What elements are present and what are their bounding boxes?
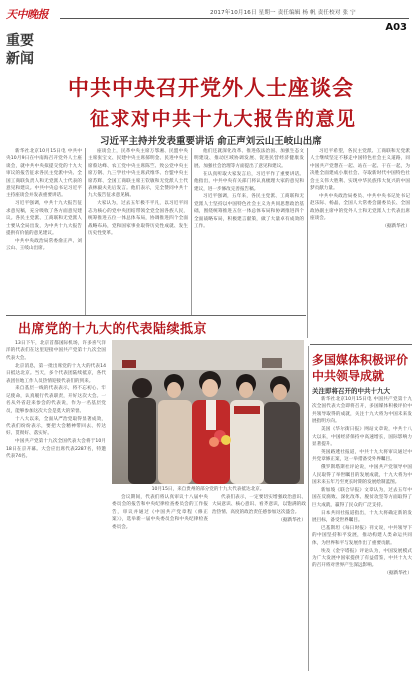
column-divider bbox=[307, 148, 308, 338]
lead-column-4 bbox=[310, 148, 410, 340]
story-2-paragraph: 13日下午，北京首都国际机场，许多喜气洋洋的代表们在这里迎接中国共产党第十九次全国代表大会。 bbox=[6, 341, 106, 361]
story-3-subtitle: 关注即将召开的中共十九大 bbox=[312, 387, 390, 395]
lead-column-3 bbox=[194, 148, 304, 318]
section-line-2: 新闻 bbox=[6, 51, 34, 67]
section-divider bbox=[310, 344, 412, 345]
story-2-column-1 bbox=[6, 340, 106, 670]
headline-subtitle: 习近平主持并发表重要讲话 俞正声刘云山王岐山出席 bbox=[100, 136, 322, 147]
masthead bbox=[6, 6, 58, 68]
story-3-title: 多国媒体积极评价中共领导成就 bbox=[312, 353, 409, 383]
story-2-paragraph: 会议期间，代表们将认真审议十八届中央委员会的报告和中央纪律检查委员会的工作报告，审议并通过《中国共产党章程（修正案）》，选举新一届中央委员会和中央纪律检查委员会。 bbox=[112, 495, 208, 530]
story-3-column bbox=[312, 396, 412, 670]
story-3-paragraph: 新加坡《联合早报》文章认为，过去五年中国在反腐败、深化改革、脱贫攻坚等方面取得了巨大成就，赢得了民众的广泛支持。 bbox=[312, 487, 412, 508]
lead-paragraph: 座谈会上，民革中央主席万鄂湘、民盟中央主席张宝文、民建中央主席郝明金、民进中央主席蔡达峰、农工党中央主席陈竺、致公党中央主席万钢、九三学社中央主席武维华、台盟中央主席苏辉、全国工商联主席王钦敏和无党派人士代表林毅夫先后发言。他们表示，完全赞同中共十九大报告征求意见稿。 bbox=[88, 149, 188, 199]
news-photo bbox=[112, 340, 304, 484]
lead-paragraph: 新华社北京10月15日电 中共中央10月9日在中南海召开党外人士座谈会，就中共中央拟提交党的十九大审议的报告征求各民主党派中央、全国工商联负责人和无党派人士代表的意见和建议。中共中央总书记习近平主持座谈会并发表重要讲话。 bbox=[6, 149, 82, 199]
lead-paragraph: 大家认为，过去五年极不平凡，以习近平同志为核心的党中央团结带领全党全国各族人民，统筹推进五位一体总体布局，协调推进四个全面战略布局，党和国家事业取得历史性成就、发生历史性变革。 bbox=[88, 201, 188, 236]
section-divider bbox=[6, 315, 306, 316]
lead-headline bbox=[60, 72, 410, 147]
header-divider bbox=[60, 18, 409, 19]
lead-paragraph: 中共中央政治局委员、中共中央书记处书记赵乐际、杨晶，全国人大常委会副委员长、全国政协副主席中的党外人士和无党派人士代表出席座谈会。 bbox=[310, 193, 410, 222]
lead-paragraph: 在认真听取大家发言后，习近平作了重要讲话。他指出，中共中央有关部门将认真梳理大家的意见和建议，进一步修改完善报告稿。 bbox=[194, 171, 304, 192]
lead-signature: （据新华社） bbox=[382, 224, 410, 230]
column-divider bbox=[308, 346, 309, 671]
story-2-paragraph: 来自基层一线的代表表示，将不忘初心、牢记使命，认真履行代表职责，开好这次大会。一名从外省赶来参会的代表说，作为一名基层党员，能够参加这次大会是莫大的荣誉。 bbox=[6, 386, 106, 414]
story-2-column-2 bbox=[112, 494, 208, 670]
dateline: 2017年10月16日 星期一 责任编辑 杨 帆 责任校对 张 宁 bbox=[210, 10, 356, 16]
lead-paragraph: 他们还就深化改革、推进依法治国、加强生态文明建设、推动区域协调发展、促进民营经济健康发展、加强社会治理等方面提出了意见和建议。 bbox=[194, 149, 304, 169]
story-2-column-3 bbox=[212, 494, 306, 670]
story-3-paragraph: 日本共同社报道指出，十九大将确定新的发展目标，备受世界瞩目。 bbox=[312, 510, 412, 523]
story-3-paragraph: 巴基斯坦《每日时报》刊文说，中共领导下的中国坚持和平发展，推动构建人类命运共同体，为世界和平与发展作出了重要贡献。 bbox=[312, 525, 412, 546]
story-2-title: 出席党的十九大的代表陆续抵京 bbox=[18, 322, 208, 337]
lead-column-2 bbox=[88, 148, 188, 318]
story-2-paragraph: 代表们表示，一定要切实增强政治意识、大局意识、核心意识、看齐意识，以饱满的政治热情、高度的政治责任感参加这次盛会。 bbox=[212, 495, 306, 515]
story-3-paragraph: 俄罗斯塔斯社评论说，中国共产党领导中国人民取得了举世瞩目的发展成就，十九大将为中国未来五年乃至更长时期的发展绘制蓝图。 bbox=[312, 465, 412, 485]
section-name bbox=[6, 32, 58, 68]
story-3-paragraph: 新华社北京10月15日电 中国共产党第十九次全国代表大会即将召开，多国媒体积极评价中共领导取得的成就，关注十九大将为中国未来发展指明方向。 bbox=[312, 397, 412, 425]
page-number: A03 bbox=[385, 22, 407, 33]
section-line-1: 重要 bbox=[6, 33, 34, 49]
column-divider bbox=[191, 148, 192, 316]
headline-line-2: 征求对中共十九大报告的意见 bbox=[90, 108, 357, 130]
story-3-signature: （据新华社） bbox=[384, 571, 412, 577]
story-3-paragraph: 英国路透社报道，中共十九大将审议通过中共党章修正案，这一举措备受外界瞩目。 bbox=[312, 449, 412, 463]
lead-paragraph: 习近平强调，中共十九大报告征求意见稿，充分吸收了各方面意见建议。各民主党派、工商联和无党派人士要从全局出发，为中共十九大报告提供有价值的意见建议。 bbox=[6, 201, 82, 236]
newspaper-logo: 天中晚报 bbox=[6, 8, 48, 21]
lead-paragraph: 中共中央政治局常委俞正声、刘云山、王岐山出席。 bbox=[6, 238, 82, 252]
lead-column-1 bbox=[6, 148, 82, 318]
story-2-paragraph: 中国共产党第十九次全国代表大会将于10月18日在京开幕。大会应出席代表2287名，特邀代表74名。 bbox=[6, 439, 106, 460]
story-3-paragraph: 埃及《金字塔报》评论认为，中国发展模式为广大发展中国家提供了有益借鉴，中共十九大的召开将对世界产生深远影响。 bbox=[312, 548, 412, 569]
lead-paragraph: 习近平希望，各民主党派、工商联和无党派人士继续坚定不移走中国特色社会主义道路，同中国共产党想在一起、站在一起、干在一起，为决胜全面建成小康社会、夺取新时代中国特色社会主义伟大胜利、实现中华民族伟大复兴的中国梦贡献力量。 bbox=[310, 149, 410, 192]
photo-image bbox=[112, 340, 304, 484]
column-divider bbox=[85, 148, 86, 316]
story-3-paragraph: 美国《华尔街日报》网站文章说，中共十八大以来，中国经济保持中高速增长，国际影响力显著提升。 bbox=[312, 427, 412, 447]
story-2-paragraph: 十八大以来，全面从严治党取得显著成效，代表们纷纷表示，要把大会精神带回去、传达好、贯彻好、落实好。 bbox=[6, 416, 106, 437]
photo-caption: 10月15日，来自贵州的部分党的十九大代表抵达北京。 bbox=[151, 487, 265, 492]
story-2-signature: （据新华社） bbox=[278, 517, 306, 523]
lead-paragraph: 习近平强调，五年来，各民主党派、工商联和无党派人士坚持以中国特色社会主义为共同思想政治基础，围绕统筹推进五位一体总体布局和协调推进四个全面战略布局，积极建言献策，做了大量卓有成效的工作。 bbox=[194, 194, 304, 230]
headline-line-1: 中共中央召开党外人士座谈会 bbox=[68, 75, 354, 100]
story-2-paragraph: 北京消息，第一批出席党的十九大的代表14日抵达北京。当天，多个代表团陆续抵京，各代表团住地工作人员热情迎接代表们的到来。 bbox=[6, 363, 106, 384]
